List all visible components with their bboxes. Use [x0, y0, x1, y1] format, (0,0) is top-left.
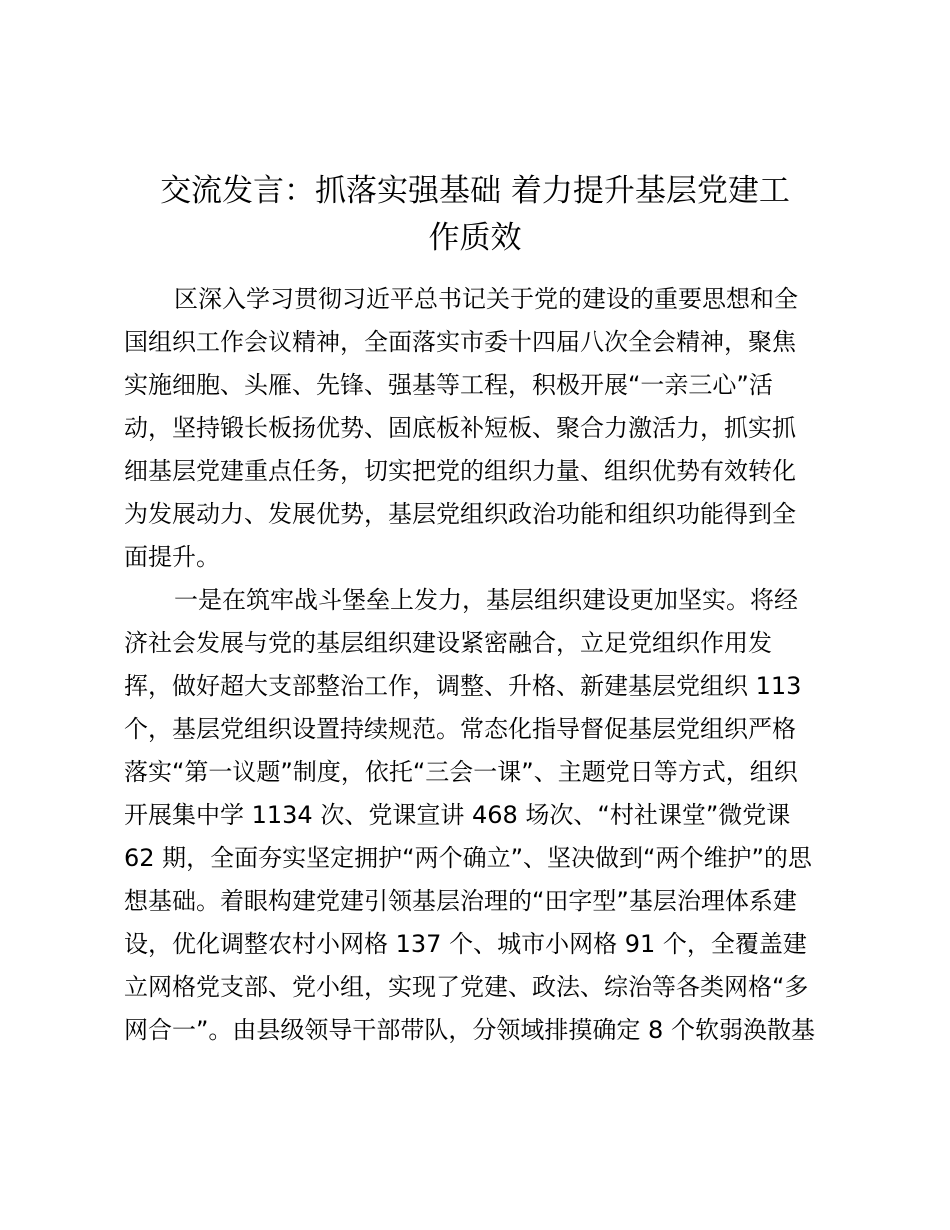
body-line: 想基础。着眼构建党建引领基层治理的“田字型”基层治理体系建 — [124, 887, 797, 915]
body-line: 一是在筑牢战斗堡垒上发力，基层组织建设更加坚实。将经 — [174, 586, 798, 614]
body-line: 细基层党建重点任务，切实把党的组织力量、组织优势有效转化 — [124, 457, 796, 485]
body-line: 开展集中学 1134 次、党课宣讲 468 场次、“村社课堂”微党课 — [124, 801, 791, 829]
title-line-1: 交流发言：抓落实强基础 着力提升基层党建工 — [160, 173, 790, 209]
body-line: 济社会发展与党的基层组织建设紧密融合，立足党组织作用发 — [124, 629, 772, 657]
body-line: 个，基层党组织设置持续规范。常态化指导督促基层党组织严格 — [124, 715, 796, 743]
body-line: 设，优化调整农村小网格 137 个、城市小网格 91 个，全覆盖建 — [124, 930, 807, 958]
body-line: 网合一”。由县级领导干部带队，分领域排摸确定 8 个软弱涣散基 — [124, 1016, 815, 1044]
body-line: 动，坚持锻长板扬优势、固底板补短板、聚合力激活力，抓实抓 — [124, 414, 796, 442]
body-line: 立网格党支部、党小组，实现了党建、政法、综治等各类网格“多 — [124, 973, 809, 1001]
body-line: 挥，做好超大支部整治工作，调整、升格、新建基层党组织 113 — [124, 672, 802, 700]
body-line: 实施细胞、头雁、先锋、强基等工程，积极开展“一亲三心”活 — [124, 371, 773, 399]
body-line: 国组织工作会议精神，全面落实市委十四届八次全会精神，聚焦 — [124, 328, 796, 356]
body-line: 落实“第一议题”制度，依托“三会一课”、主题党日等方式，组织 — [124, 758, 798, 786]
document-title — [110, 168, 840, 262]
body-line: 为发展动力、发展优势，基层党组织政治功能和组织功能得到全 — [124, 500, 796, 528]
body-line: 面提升。 — [124, 543, 220, 571]
title-line-2: 作质效 — [428, 220, 522, 256]
body-line: 62 期，全面夯实坚定拥护“两个确立”、坚决做到“两个维护”的思 — [124, 844, 812, 872]
body-line: 区深入学习贯彻习近平总书记关于党的建设的重要思想和全 — [174, 285, 798, 313]
